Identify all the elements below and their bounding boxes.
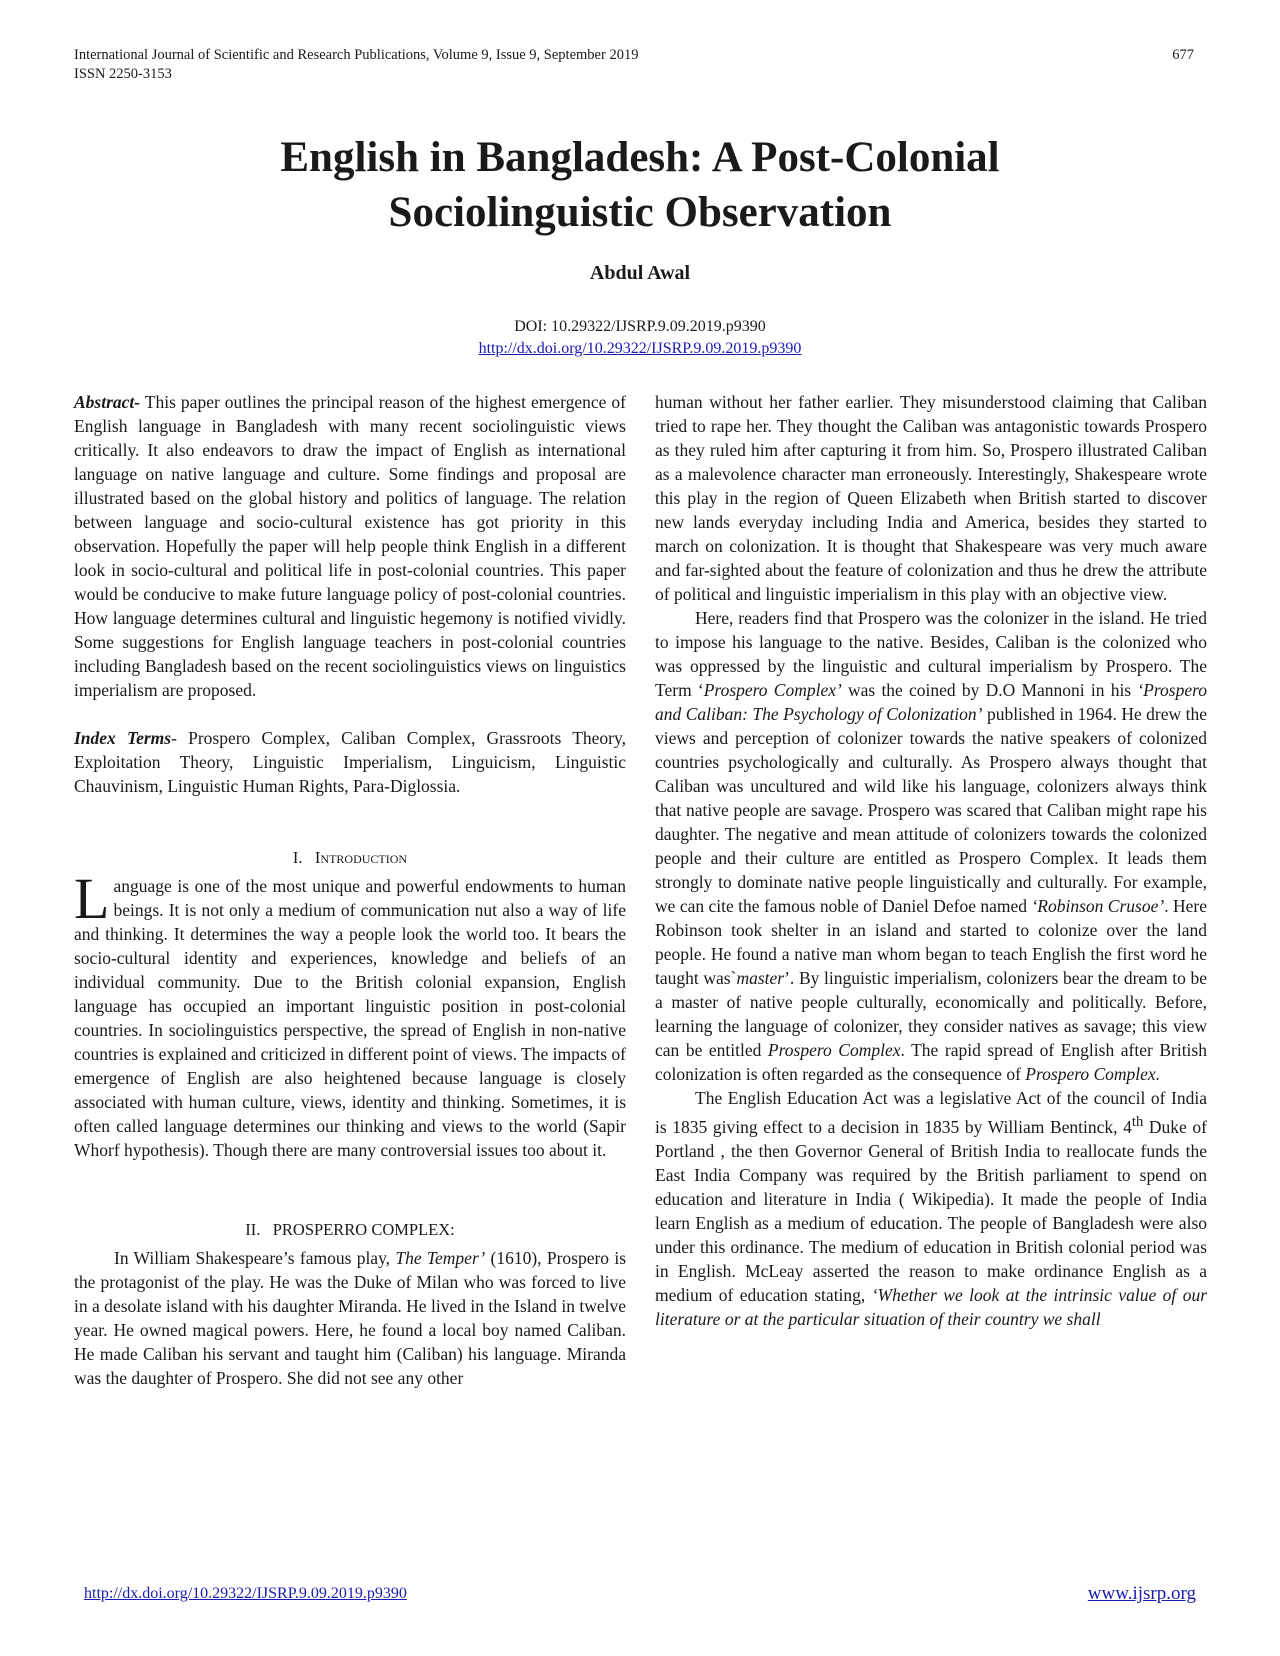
index-terms xyxy=(74,726,626,798)
p2-text-d: . Here Robinson took shelter in an island and started to colonize over the land people. He found a native man whom began to teach English the first word he taught was` xyxy=(655,896,1207,988)
right-paragraph-1: human without her father earlier. They misunderstood claiming that Caliban tried to rape her. They thought the Caliban was antagonistic towards Prospero as they ruled him after capturing it from him. So, Prospero illustrated Caliban as a malevolence character man erroneously. Interestingly, Shakespeare wrote this play in the region of Queen Elizabeth when British started to discover new lands everyday including India and America, besides they started to march on colonization. It is thought that Shakespeare was very much aware and far-sighted about the feature of colonization and thus he drew the attribute of political and linguistic imperialism in this play with an objective view. xyxy=(655,392,1207,604)
p2-italic-5: Prospero Complex xyxy=(767,1040,901,1060)
introduction-text: anguage is one of the most unique and powerful endowments to human beings. It is not only a medium of communication nut also a way of life and thinking. It determines the way a people look the world too. It bears the socio-cultural identity and experiences, knowledge and beliefs of an individual community. Due to the British colonial expansion, English language has occupied an important linguistic position in post-colonial countries. In sociolinguistics perspective, the spread of English in non-native countries is explained and criticized in different point of views. The impacts of emergence of English are also heightened because language is closely associated with human culture, views, identity and thinking. Sometimes, it is often called language determines our thinking and views to the world (Sapir Whorf hypothesis). Though there are many controversial issues too about it. xyxy=(74,876,626,1160)
prosperro-text-b: (1610), Prospero is the protagonist of the play. He was the Duke of Milan who was forced to live in a desolate island with his daughter Miranda. He lived in the Island in twelve year. He owned magical powers. Here, he found a local boy named Caliban. He made Caliban his servant and taught him (Caliban) his language. Miranda was the daughter of Prospero. She did not see any other xyxy=(74,1248,627,1388)
p2-text-f: . The rapid spread of English after British colonization is often regarded as the consequence of xyxy=(655,1040,1207,1084)
index-terms-text: - Prospero Complex, Caliban Complex, Grassroots Theory, Exploitation Theory, Linguistic Imperialism, Linguicism, Linguistic Chauvinism, Linguistic Human Rights, Para-Diglossia. xyxy=(74,728,626,796)
right-paragraph-2 xyxy=(655,606,1207,1086)
section-1-title: Introduction xyxy=(314,848,408,867)
running-header xyxy=(74,46,1194,84)
left-column xyxy=(74,390,626,1390)
index-terms-label: Index Terms xyxy=(74,728,172,748)
p3-text-a: The English Education Act was a legislative Act of the council of India is 1835 giving effect to a decision in 1835 by William Bentinck, 4 xyxy=(655,1088,1207,1137)
issn: ISSN 2250-3153 xyxy=(74,66,172,82)
doi-text: DOI: 10.29322/IJSRP.9.09.2019.p9390 xyxy=(514,318,766,335)
page-footer xyxy=(84,1585,1196,1603)
footer-doi-link[interactable]: http://dx.doi.org/10.29322/IJSRP.9.09.2019.p9390 xyxy=(84,1585,407,1602)
title-line-2: Sociolinguistic Observation xyxy=(388,189,892,236)
right-column xyxy=(655,390,1207,1331)
abstract-label: Abstract- xyxy=(74,392,141,412)
p2-text-b: was the coined by D.O Mannoni in his xyxy=(841,680,1138,700)
prosperro-paragraph xyxy=(74,1246,626,1390)
section-heading-prosperro xyxy=(74,1218,626,1242)
section-2-title: PROSPERRO COMPLEX: xyxy=(272,1220,455,1239)
introduction-paragraph xyxy=(74,866,626,1162)
p2-italic-4: master xyxy=(736,968,785,988)
p3-text-b: Duke of Portland , the then Governor General of British India to reallocate funds the East India Company was required by the British parliament to spend on education and literature in India ( Wikipedia). It made the people of India learn English as a medium of education. The people of Bangladesh were also under this ordinance. The medium of education in British colonial period was in English. McLeay asserted the reason to make ordinance English as a medium of education stating, xyxy=(655,1116,1207,1305)
section-1-numeral: I. xyxy=(292,848,303,867)
doi-block xyxy=(0,316,1280,360)
right-paragraph-3 xyxy=(655,1086,1207,1331)
play-title: The Temper’ xyxy=(395,1248,486,1268)
p3-italic-quote: ‘Whether we look at the intrinsic value of our literature or at the particular situation of their country we shall xyxy=(655,1284,1208,1329)
p2-text-c: published in 1964. He drew the views and perception of colonizer towards the native speakers of colonized countries psychologically and culturally. As Prospero always thought that Caliban was uncultured and wild like his language, colonizers always think that native people are savage. Prospero was scared that Caliban might rape his daughter. The negative and mean attitude of colonizers towards the colonized people and their culture are entitled as Prospero Complex. It leads them strongly to dominate native people linguistically and culturally. For example, we can cite the famous noble of Daniel Defoe named xyxy=(655,704,1207,916)
paper-title xyxy=(0,130,1280,240)
doi-link[interactable]: http://dx.doi.org/10.29322/IJSRP.9.09.2019.p9390 xyxy=(478,340,802,357)
section-2-numeral: II. xyxy=(245,1220,261,1239)
p2-italic-6: Prospero Complex. xyxy=(1025,1064,1161,1084)
p2-text-a: Here, readers find that Prospero was the colonizer in the island. He tried to impose his language to the native. Besides, Caliban is the colonized who was oppressed by the linguistic and cultural imperialism by Prospero. The Term ‘ xyxy=(655,608,1207,700)
p2-text-e: ’. By linguistic imperialism, colonizers bear the dream to be a master of native people culturally, economically and politically. Before, learning the language of colonizer, they consider natives as savage; this view can be entitled xyxy=(655,968,1207,1060)
title-line-1: English in Bangladesh: A Post-Colonial xyxy=(280,134,1000,181)
section-heading-introduction xyxy=(74,846,626,870)
prosperro-text-a: In William Shakespeare’s famous play, xyxy=(114,1248,396,1268)
journal-line: International Journal of Scientific and Research Publications, Volume 9, Issue 9, September 2019 xyxy=(74,47,639,63)
p3-superscript: th xyxy=(1131,1114,1144,1130)
author-name: Abdul Awal xyxy=(589,262,691,284)
p2-italic-3: ‘Robinson Crusoe’ xyxy=(1031,896,1165,916)
p2-italic-1: Prospero Complex’ xyxy=(703,680,842,700)
footer-site-link[interactable]: www.ijsrp.org xyxy=(1087,1583,1196,1604)
page-number: 677 xyxy=(1172,47,1194,63)
abstract-text: This paper outlines the principal reason of the highest emergence of English language in Bangladesh with many recent sociolinguistic views critically. It also endeavors to draw the impact of English as international language on native language and culture. Some findings and proposal are illustrated based on the global history and politics of language. The relation between language and socio-cultural existence has got priority in this observation. Hopefully the paper will help people think English in a different look in socio-cultural and political life in post-colonial countries. This paper would be conducive to make future language policy of post-colonial countries. How language determines cultural and linguistic hegemony is notified vividly. Some suggestions for English language teachers in post-colonial countries including Bangladesh based on the recent sociolinguistics views on linguistics imperialism are proposed. xyxy=(74,392,626,700)
abstract xyxy=(74,390,626,702)
p2-italic-2: ‘Prospero and Caliban: The Psychology of Colonization’ xyxy=(655,680,1207,724)
drop-cap: L xyxy=(74,866,110,931)
